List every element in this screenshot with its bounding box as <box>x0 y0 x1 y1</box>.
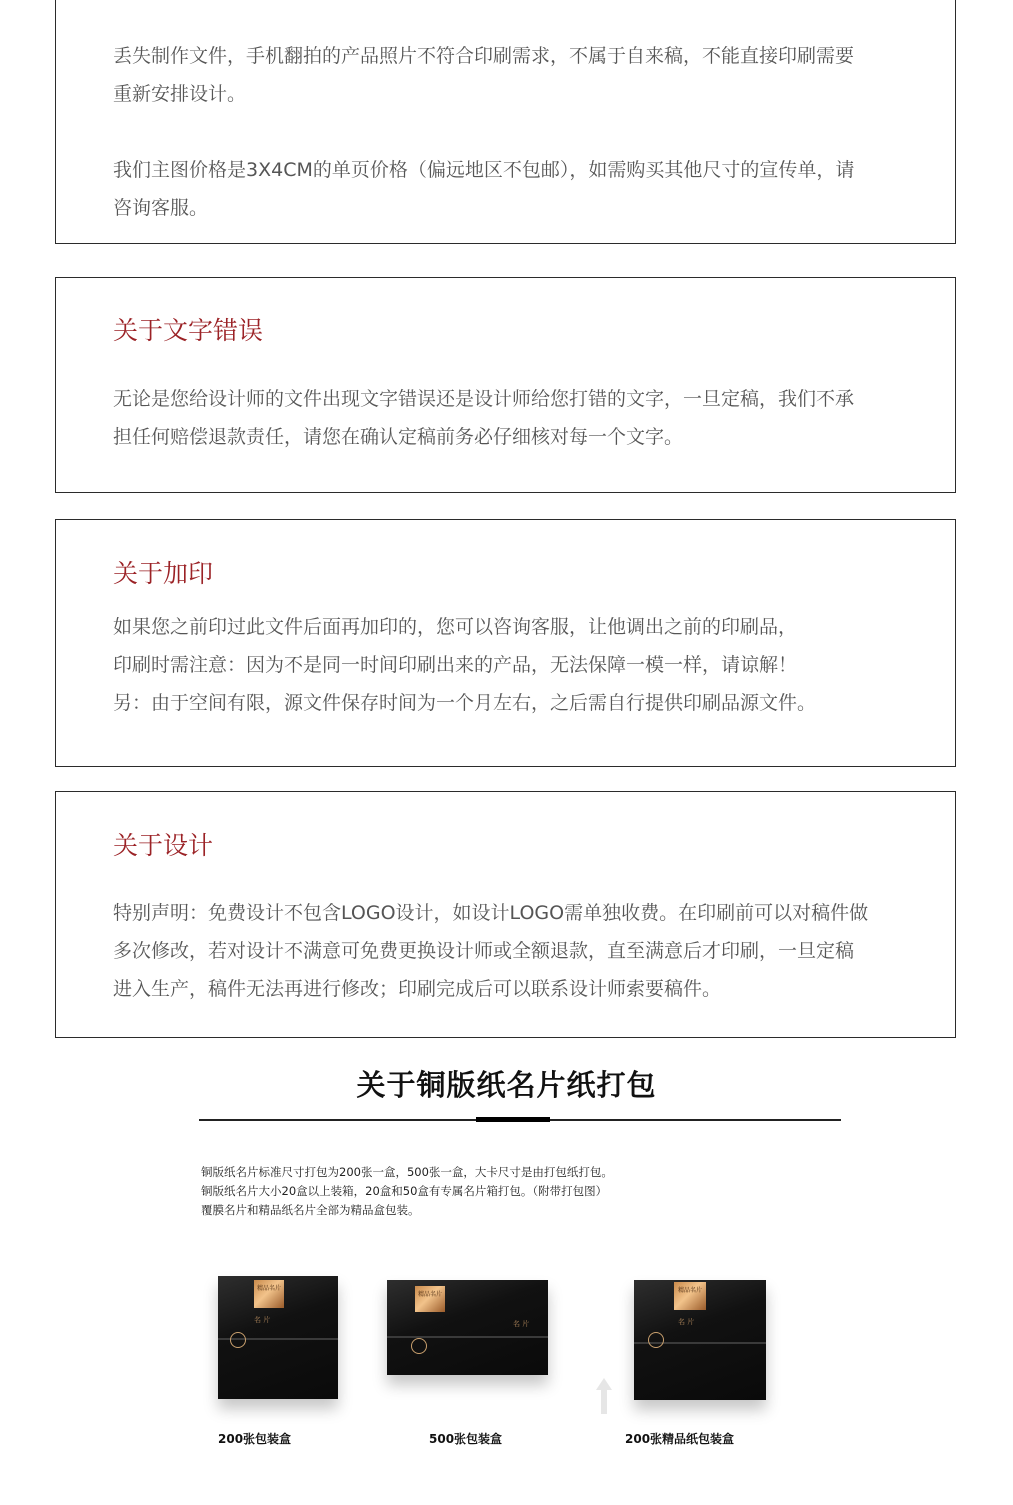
box-caption: 200张精品纸包装盒 <box>625 1432 735 1446</box>
packing-notes <box>201 1163 613 1220</box>
info-card-files <box>55 0 956 244</box>
box-caption: 200张包装盒 <box>218 1432 292 1446</box>
card-title: 关于文字错误 <box>113 316 264 345</box>
info-card-reprint <box>55 519 956 767</box>
text-line: 重新安排设计。 <box>113 83 247 105</box>
box-label: 名 片 <box>513 1320 530 1328</box>
text-line: 咨询客服。 <box>113 197 209 219</box>
box-label: 名 片 <box>254 1316 271 1324</box>
card-body <box>113 37 903 227</box>
text-line: 进入生产，稿件无法再进行修改；印刷完成后可以联系设计师索要稿件。 <box>113 978 722 1000</box>
seal-icon <box>411 1338 427 1354</box>
card-body <box>113 608 903 722</box>
text-line: 另：由于空间有限，源文件保存时间为一个月左右，之后需自行提供印刷品源文件。 <box>113 692 817 714</box>
seal-icon <box>648 1332 664 1348</box>
card-body <box>113 380 903 456</box>
box-badge: 精品名片 <box>254 1280 284 1308</box>
box-image-500 <box>387 1280 548 1375</box>
card-title: 关于设计 <box>113 831 214 860</box>
box-label: 名 片 <box>678 1318 695 1326</box>
text-line: 丢失制作文件，手机翻拍的产品照片不符合印刷需求，不属于自来稿，不能直接印刷需要 <box>113 45 855 67</box>
box-caption: 500张包装盒 <box>429 1432 503 1446</box>
box-image-200-premium <box>634 1280 766 1400</box>
note-line: 铜版纸名片大小20盒以上装箱，20盒和50盒有专属名片箱打包。（附带打包图） <box>201 1184 608 1198</box>
card-body <box>113 894 903 1008</box>
text-line: 担任何赔偿退款责任，请您在确认定稿前务必仔细核对每一个文字。 <box>113 426 684 448</box>
info-card-text-errors <box>55 277 956 493</box>
info-card-design <box>55 791 956 1038</box>
card-title: 关于加印 <box>113 559 214 588</box>
text-line: 多次修改，若对设计不满意可免费更换设计师或全额退款，直至满意后才印刷，一旦定稿 <box>113 940 855 962</box>
text-line: 如果您之前印过此文件后面再加印的，您可以咨询客服，让他调出之前的印刷品， <box>113 616 798 638</box>
box-badge: 精品名片 <box>415 1286 445 1312</box>
text-line: 无论是您给设计师的文件出现文字错误还是设计师给您打错的文字，一旦定稿，我们不承 <box>113 388 855 410</box>
title-divider-accent <box>476 1117 550 1122</box>
text-line: 我们主图价格是3X4CM的单页价格（偏远地区不包邮），如需购买其他尺寸的宣传单，请 <box>113 159 855 181</box>
section-title: 关于铜版纸名片纸打包 <box>356 1068 657 1102</box>
text-line: 印刷时需注意：因为不是同一时间印刷出来的产品，无法保障一模一样，请谅解！ <box>113 654 798 676</box>
note-line: 覆膜名片和精品纸名片全部为精品盒包装。 <box>201 1203 420 1217</box>
text-line: 特别声明：免费设计不包含LOGO设计，如设计LOGO需单独收费。在印刷前可以对稿件做 <box>113 902 869 924</box>
up-arrow-icon <box>592 1374 616 1418</box>
box-badge: 精品名片 <box>674 1282 706 1310</box>
seal-icon <box>230 1332 246 1348</box>
box-image-200 <box>218 1276 338 1399</box>
note-line: 铜版纸名片标准尺寸打包为200张一盒，500张一盒，大卡尺寸是由打包纸打包。 <box>201 1165 613 1179</box>
